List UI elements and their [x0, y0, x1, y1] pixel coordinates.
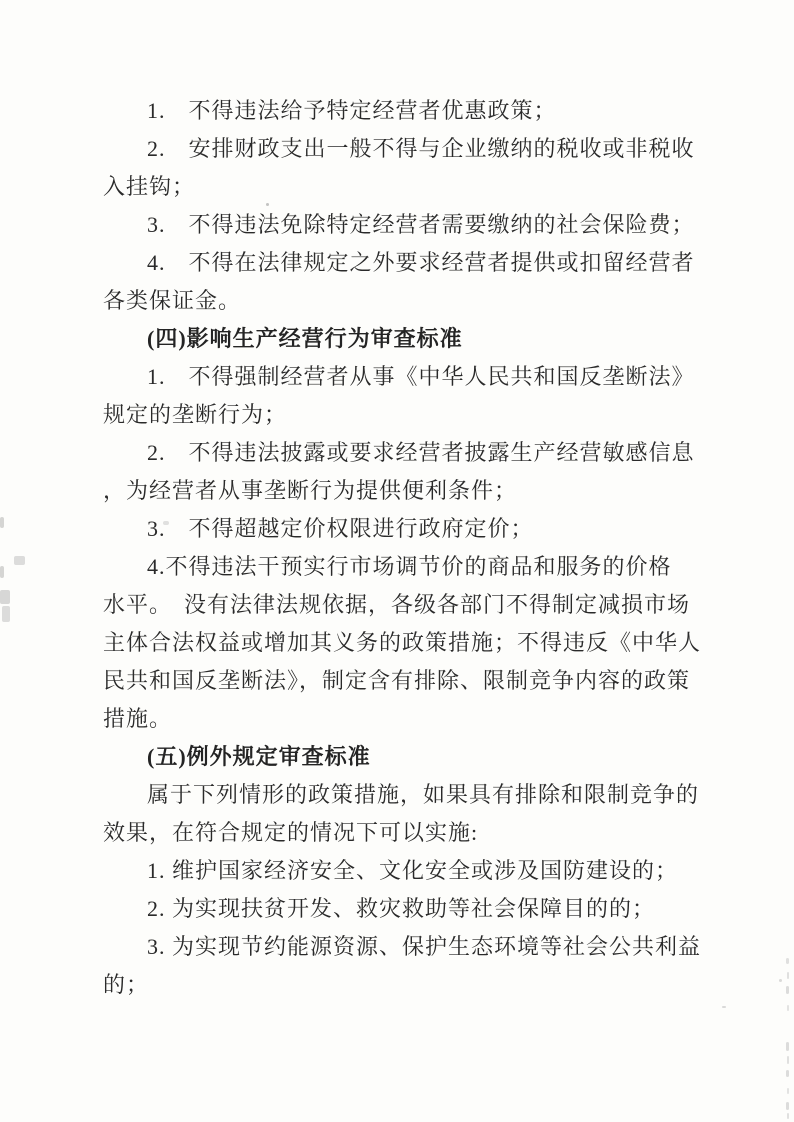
scan-artifact: [779, 979, 782, 982]
list-item-line: 1. 维护国家经济安全、文化安全或涉及国防建设的；: [147, 858, 679, 883]
scan-artifact: [14, 556, 25, 565]
list-item-line: 2. 为实现扶贫开发、救灾救助等社会保障目的的；: [147, 896, 656, 921]
scan-artifact: [722, 1006, 726, 1008]
scan-artifact: [787, 1088, 789, 1094]
scan-artifact: [2, 606, 10, 622]
continuation-line: 的；: [103, 972, 150, 997]
list-item-line: 2. 安排财政支出一般不得与企业缴纳的税收或非税收: [147, 136, 695, 161]
continuation-line: 水平。 没有法律法规依据，各级各部门不得制定减损市场: [103, 592, 691, 617]
scan-artifact: [786, 986, 789, 994]
list-item-line: 1. 不得强制经营者从事《中华人民共和国反垄断法》: [147, 364, 695, 389]
scan-artifact: [0, 517, 4, 528]
scan-artifact: [786, 1102, 789, 1110]
scan-artifact: [786, 958, 789, 964]
list-item-line: 4.不得违法干预实行市场调节价的商品和服务的价格: [147, 554, 672, 579]
list-item-line: 2. 不得违法披露或要求经营者披露生产经营敏感信息: [147, 440, 695, 465]
continuation-line: 入挂钩；: [103, 174, 196, 199]
scan-artifact: [787, 1056, 789, 1064]
scan-artifact: [786, 1070, 789, 1077]
list-item-line: 1. 不得违法给予特定经营者优惠政策；: [147, 98, 557, 123]
paragraph-line: 属于下列情形的政策措施，如果具有排除和限制竞争的: [147, 782, 700, 807]
continuation-line: 措施。: [103, 706, 173, 731]
scan-artifact: [787, 1005, 789, 1011]
scan-artifact: [0, 566, 4, 578]
section-heading: (四)影响生产经营行为审查标准: [147, 326, 463, 351]
scan-artifact: [0, 590, 10, 604]
scan-artifact: [786, 1042, 789, 1051]
scan-artifact: [787, 972, 789, 979]
continuation-line: 主体合法权益或增加其义务的政策措施；不得违反《中华人: [103, 630, 702, 655]
continuation-line: 各类保证金。: [103, 288, 242, 313]
list-item-line: 3. 不得违法免除特定经营者需要缴纳的社会保险费；: [147, 212, 695, 237]
continuation-line: 规定的垄断行为；: [103, 402, 288, 427]
continuation-line: 效果，在符合规定的情况下可以实施:: [103, 820, 479, 845]
document-body: [103, 92, 723, 1004]
continuation-line: 民共和国反垄断法》，制定含有排除、限制竞争内容的政策: [103, 668, 691, 693]
scan-artifact: [787, 1113, 789, 1119]
list-item-line: 3. 为实现节约能源资源、保护生态环境等社会公共利益: [147, 934, 702, 959]
section-heading: (五)例外规定审查标准: [147, 744, 371, 769]
list-item-line: 3. 不得超越定价权限进行政府定价；: [147, 516, 534, 541]
list-item-line: 4. 不得在法律规定之外要求经营者提供或扣留经营者: [147, 250, 695, 275]
continuation-line: ，为经营者从事垄断行为提供便利条件；: [103, 478, 518, 503]
